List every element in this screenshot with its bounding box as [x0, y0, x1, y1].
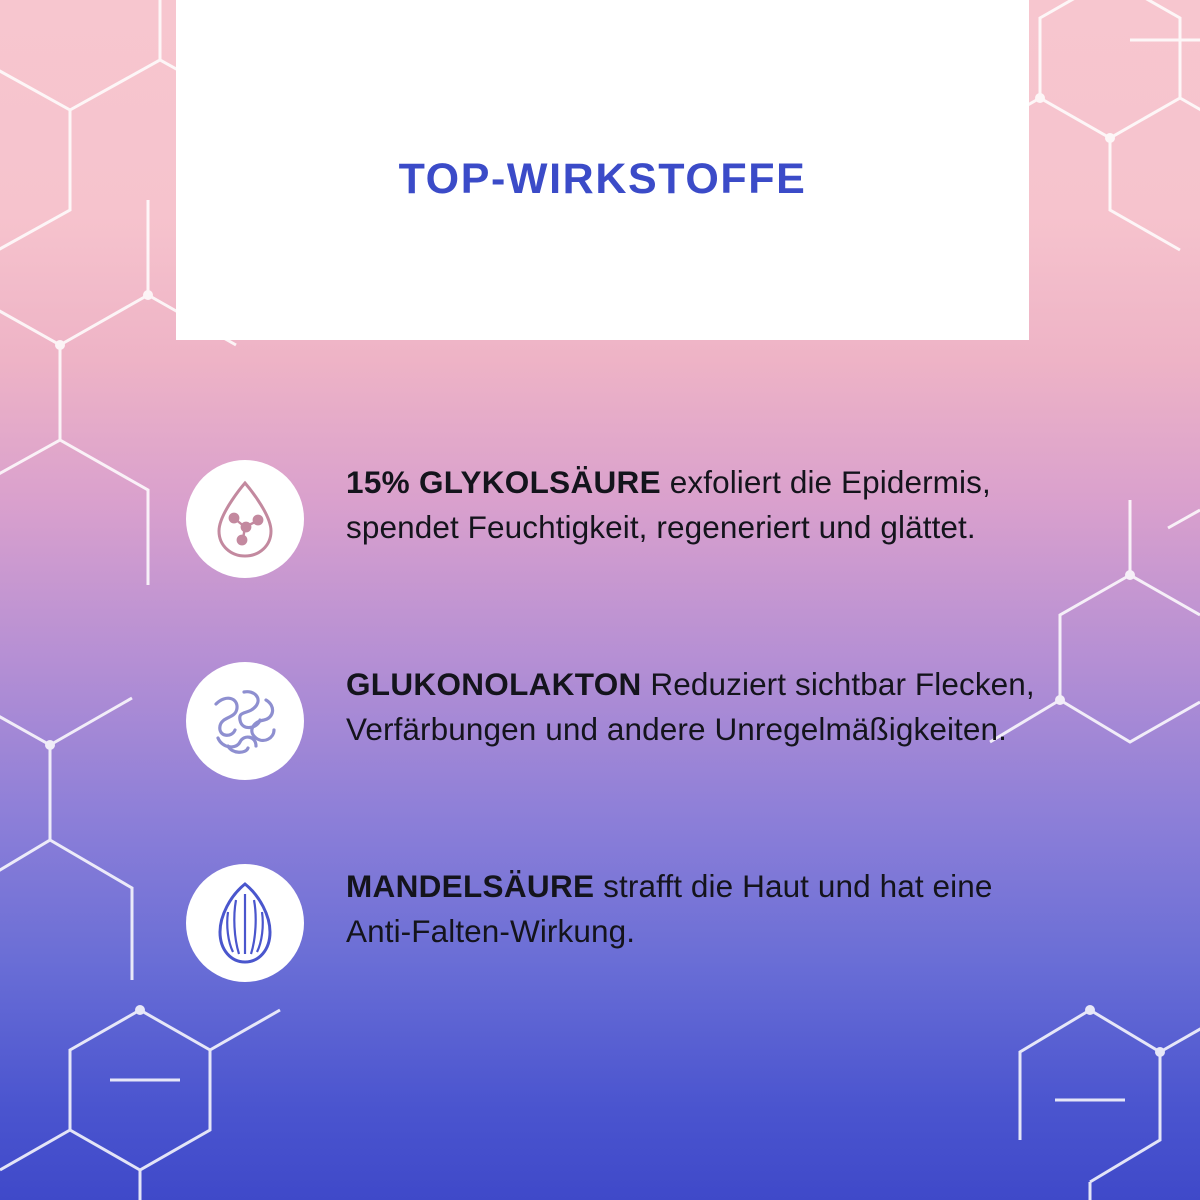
title-card	[176, 0, 1029, 340]
icon-badge	[186, 864, 304, 982]
list-item	[186, 654, 1146, 780]
ingredient-desc: Reduziert sichtbar Flecken, Verfärbungen und andere Unregelmäßigkeiten.	[346, 666, 1035, 747]
ingredient-name: GLUKONOLAKTON	[346, 666, 642, 702]
squiggle-molecule-icon	[204, 680, 286, 762]
page-title: TOP-WIRKSTOFFE	[398, 154, 807, 203]
ingredient-name: 15% GLYKOLSÄURE	[346, 464, 661, 500]
ingredient-desc: exfoliert die Epidermis, spendet Feuchtigkeit, regeneriert und glättet.	[346, 464, 991, 545]
almond-icon	[214, 880, 276, 966]
list-item-text	[346, 856, 1026, 953]
ingredient-list	[186, 452, 1146, 982]
water-drop-molecule-icon	[207, 477, 283, 561]
list-item	[186, 452, 1146, 578]
ingredient-desc: strafft die Haut und hat eine Anti-Falten-Wirkung.	[346, 868, 993, 949]
list-item-text	[346, 654, 1106, 751]
icon-badge	[186, 662, 304, 780]
ingredient-name: MANDELSÄURE	[346, 868, 595, 904]
list-item	[186, 856, 1146, 982]
list-item-text	[346, 452, 1106, 549]
icon-badge	[186, 460, 304, 578]
